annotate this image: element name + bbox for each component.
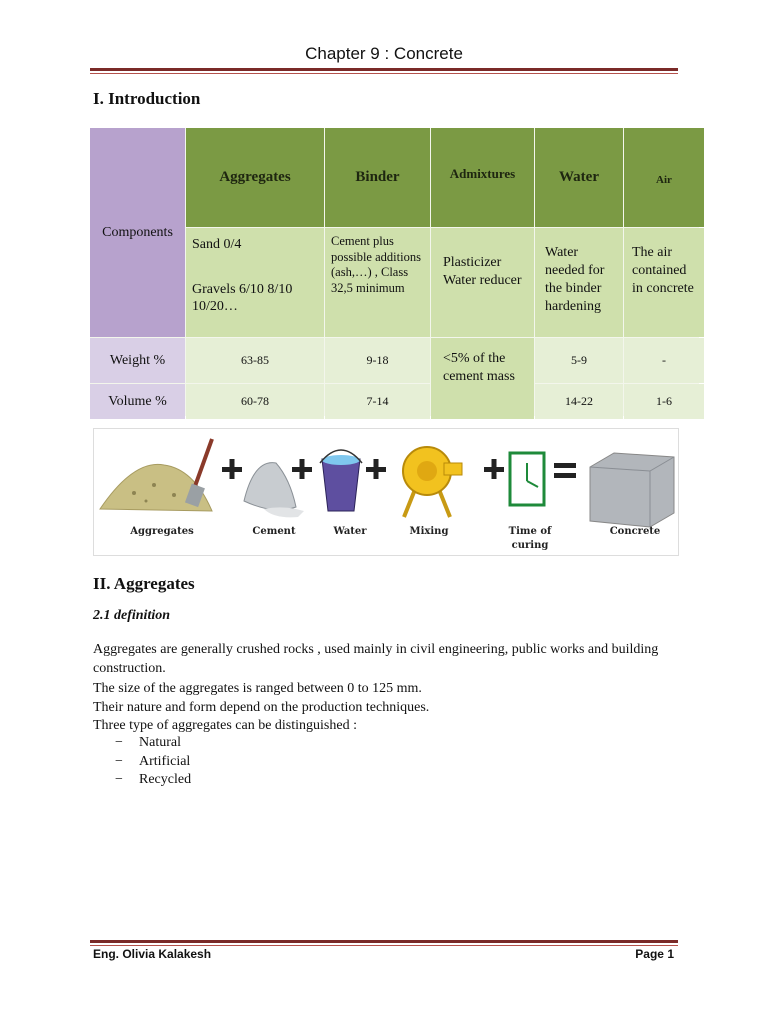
footer-author: Eng. Olivia Kalakesh (93, 947, 212, 961)
footer-page-number: Page 1 (635, 947, 674, 961)
column-header-aggregates: Aggregates (186, 128, 324, 227)
concrete-equation-illustration (93, 428, 679, 556)
row-label-components: Components (90, 128, 185, 337)
label-time-of-curing: Time of curing (508, 526, 552, 551)
section-heading-aggregates: II. Aggregates (93, 574, 195, 593)
weight-aggregates: 63-85 (186, 338, 324, 383)
binder-description: Cement plus possible additions (ash,…) , Class 32,5 minimum (325, 228, 430, 337)
water-bucket-icon (320, 450, 362, 511)
air-description: The air contained in concrete (624, 228, 704, 337)
label-cement: Cement (252, 526, 296, 537)
footer-rule (90, 940, 678, 943)
components-table (90, 128, 699, 416)
row-label-volume: Volume % (90, 384, 185, 419)
water-description: Water needed for the binder hardening (535, 228, 623, 337)
weight-binder: 9-18 (325, 338, 430, 383)
plus-operator-4 (484, 459, 504, 479)
label-mixing: Mixing (409, 526, 449, 537)
volume-binder: 7-14 (325, 384, 430, 419)
weight-water: 5-9 (535, 338, 623, 383)
plus-operator-1 (222, 459, 242, 479)
paragraph-definition: Aggregates are generally crushed rocks , used mainly in civil engineering, public works and building construction. (93, 642, 659, 676)
plus-operator-2 (292, 459, 312, 479)
aggregates-pile-icon (100, 439, 212, 511)
paragraph-types-intro: Three type of aggregates can be distinguished : (93, 718, 357, 733)
aggregate-types-list (115, 734, 191, 790)
aggregates-sand: Sand 0/4 (192, 237, 242, 252)
admixtures-description: Plasticizer Water reducer (431, 228, 534, 337)
weight-air: - (624, 338, 704, 383)
concrete-mixer-icon (403, 447, 462, 517)
volume-air: 1-6 (624, 384, 704, 419)
list-item: − Natural (115, 735, 181, 750)
aggregates-description (186, 228, 324, 337)
equals-operator (554, 463, 576, 478)
subsection-heading-definition: 2.1 definition (93, 608, 171, 623)
footer-rule-thin (90, 945, 678, 946)
curing-timer-icon (510, 453, 544, 505)
column-header-water: Water (535, 128, 623, 227)
aggregates-gravels: Gravels 6/10 8/10 10/20… (192, 282, 293, 314)
row-label-weight: Weight % (90, 338, 185, 383)
list-item: − Recycled (115, 772, 192, 787)
header-rule (90, 68, 678, 71)
column-header-admixtures: Admixtures (431, 128, 534, 227)
volume-water: 14-22 (535, 384, 623, 419)
paragraph-nature-form: Their nature and form depend on the production techniques. (93, 700, 430, 715)
column-header-binder: Binder (325, 128, 430, 227)
plus-operator-3 (366, 459, 386, 479)
label-concrete: Concrete (609, 526, 661, 537)
header-rule-thin (90, 73, 678, 74)
paragraph-size-range: The size of the aggregates is ranged between 0 to 125 mm. (93, 681, 422, 696)
volume-aggregates: 60-78 (186, 384, 324, 419)
label-aggregates: Aggregates (130, 526, 194, 537)
weight-admixtures: <5% of the cement mass (431, 338, 534, 419)
page-header-title: Chapter 9 : Concrete (305, 44, 463, 63)
list-item: − Artificial (115, 753, 191, 769)
label-water: Water (333, 526, 367, 537)
section-heading-introduction: I. Introduction (93, 89, 201, 108)
concrete-block-icon (590, 453, 674, 527)
column-header-air: Air (624, 128, 704, 227)
